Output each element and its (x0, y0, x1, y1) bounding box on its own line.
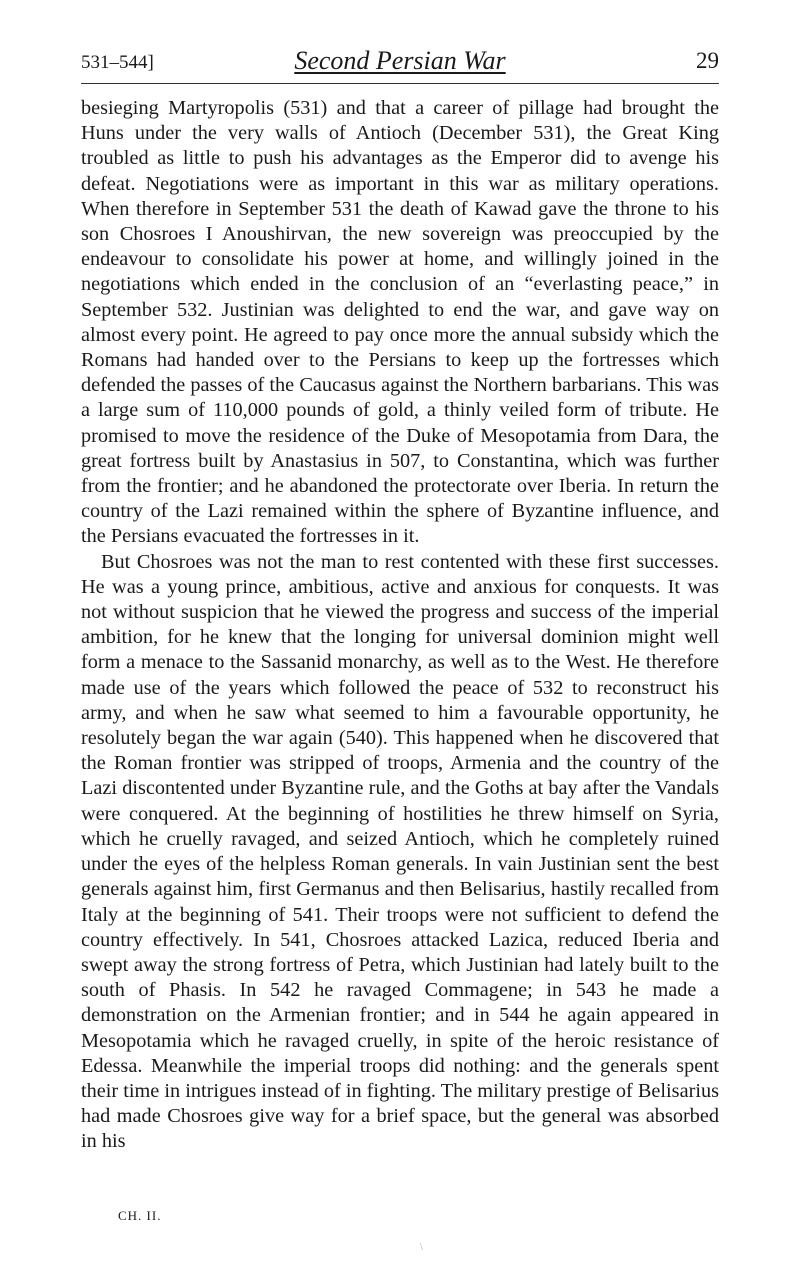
page-number: 29 (696, 48, 719, 73)
stray-mark: \ (420, 1242, 423, 1253)
paragraph: But Chosroes was not the man to rest contented with these first successes. He was a young prince, ambitious, active and anxious for conquests. It was not without suspicion that he viewed the progress and success of the imperial ambition, for he knew that the longing for universal dominion might well form a menace to the Sassanid monarchy, as well as to the West. He therefore made use of the years which followed the peace of 532 to reconstruct his army, and when he saw what seemed to him a favourable opportunity, he resolutely began the war again (540). This happened when he discovered that the Roman frontier was stripped of troops, Armenia and the country of the Lazi discontented under Byzantine rule, and the Goths at bay after the Vandals were conquered. At the beginning of hostilities he threw himself on Syria, which he cruelly ravaged, and seized Antioch, which he completely ruined under the eyes of the helpless Roman generals. In vain Justinian sent the best generals against him, first Germanus and then Belisarius, hastily recalled from Italy at the beginning of 541. Their troops were not sufficient to defend the country effectively. In 541, Chosroes attacked Lazica, reduced Iberia and swept away the strong fortress of Petra, which Justinian had lately built to the south of Phasis. In 542 he ravaged Commagene; in 543 he made a demonstration on the Armenian frontier; and in 544 he again appeared in Mesopotamia which he ravaged cruelly, in spite of the heroic resistance of Edessa. Meanwhile the imperial troops did nothing: and the generals spent their time in intrigues instead of in fighting. The military prestige of Belisarius had made Chosroes give way for a brief space, but the general was absorbed in his (81, 550, 719, 1153)
paragraph: besieging Martyropolis (531) and that a career of pillage had brought the Huns under the very walls of Antioch (December 531), the Great King troubled as little to push his advantages as the Emperor did to avenge his defeat. Negotiations were as important in this war as military operations. When therefore in September 531 the death of Kawad gave the throne to his son Chosroes I Anoushirvan, the new sovereign was preoccupied by the endeavour to consolidate his power at home, and willingly joined in the negotiations which ended in the conclusion of an “everlasting peace,” in September 532. Justinian was delighted to end the war, and gave way on almost every point. He agreed to pay once more the annual subsidy which the Romans had handed over to the Persians to keep up the fortresses which defended the passes of the Caucasus against the Northern barbarians. This was a large sum of 110,000 pounds of gold, a thinly veiled form of tribute. He promised to move the residence of the Duke of Mesopotamia from Dara, the great fortress built by Anastasius in 507, to Constantina, which was further from the frontier; and he abandoned the protectorate over Iberia. In return the country of the Lazi remained within the sphere of Byzantine influence, and the Persians evacuated the fortresses in it. (81, 97, 719, 548)
chapter-reference: CH. II. (118, 1208, 162, 1223)
chapter-title: Second Persian War (294, 46, 506, 75)
date-range: 531–544] (81, 52, 154, 73)
body-text (81, 96, 719, 1155)
running-head (81, 46, 719, 80)
header-rule (81, 83, 719, 84)
